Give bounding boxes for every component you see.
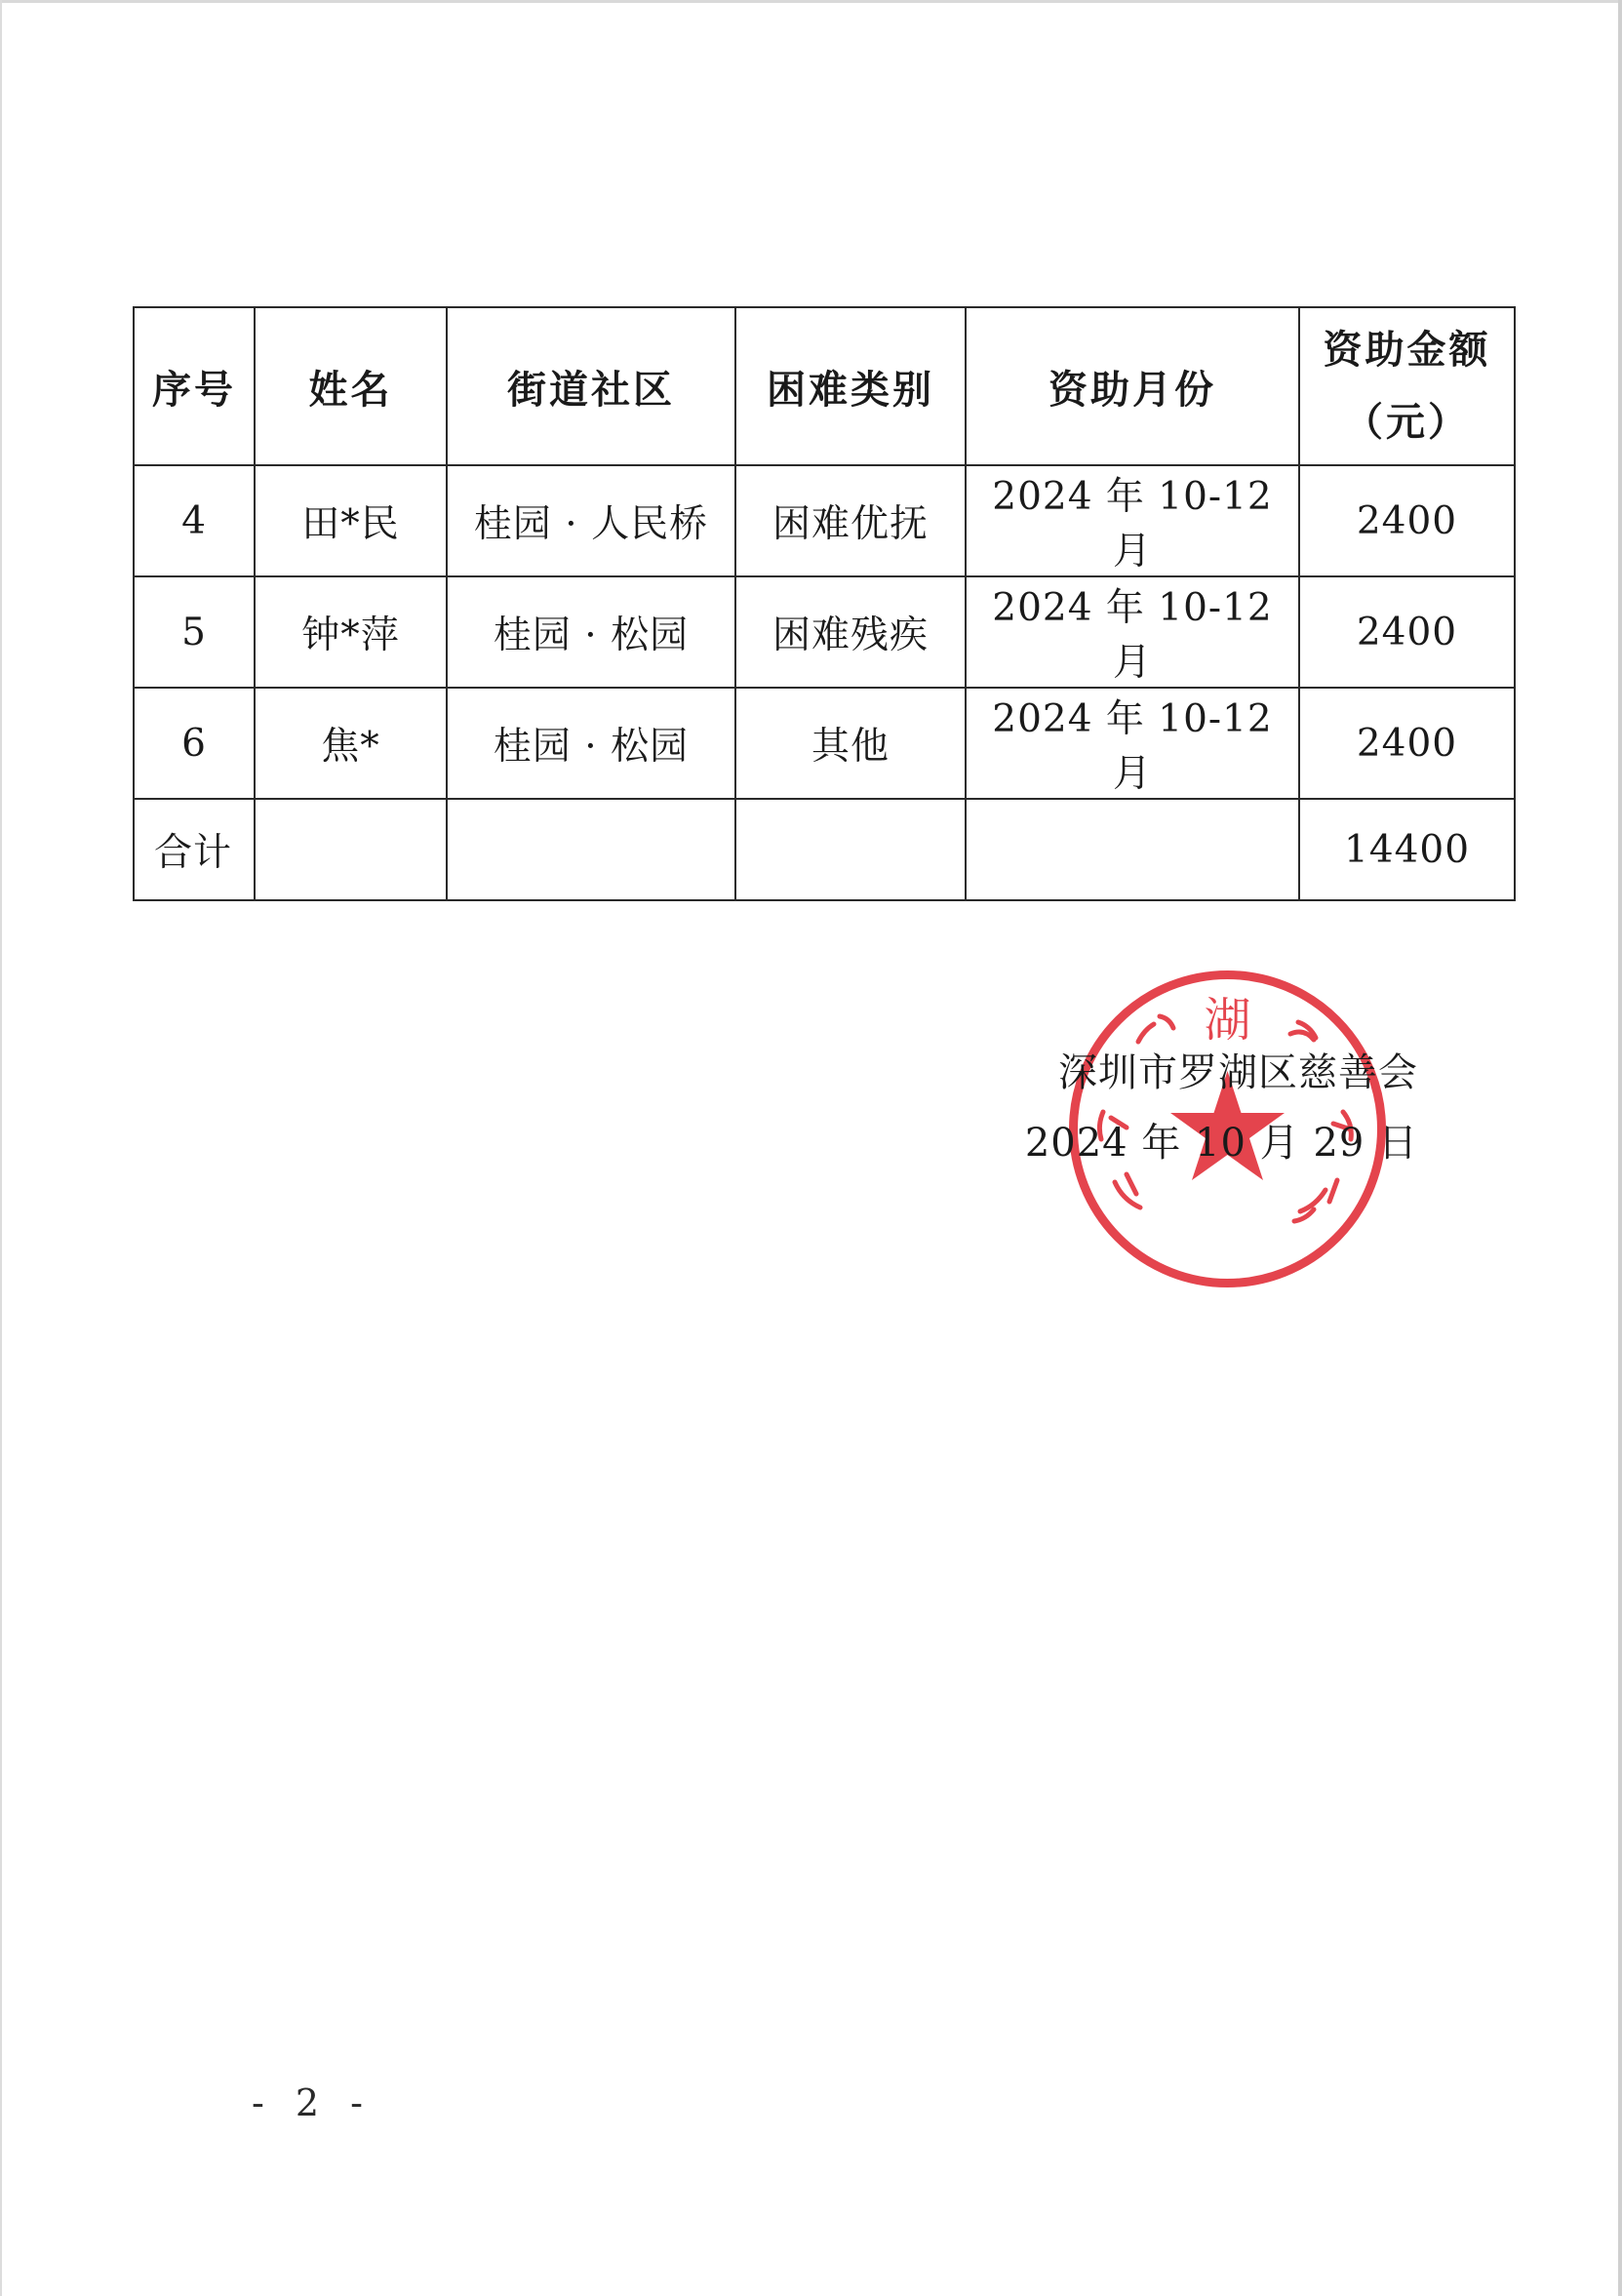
page-edge-right xyxy=(1618,0,1622,2296)
cell-amount: 2400 xyxy=(1299,576,1515,688)
header-name: 姓名 xyxy=(255,307,447,465)
total-empty-cell xyxy=(255,799,447,900)
cell-index: 4 xyxy=(134,465,255,576)
page-edge-top xyxy=(0,0,1622,3)
total-empty-cell xyxy=(966,799,1299,900)
cell-community: 桂园 · 人民桥 xyxy=(447,465,735,576)
page-number: - 2 - xyxy=(252,2081,374,2124)
table-row xyxy=(134,576,1515,688)
header-amount-line2: （元） xyxy=(1344,400,1470,445)
seal-glyph: 湖 xyxy=(1204,993,1251,1048)
cell-name: 田*民 xyxy=(255,465,447,576)
header-index: 序号 xyxy=(134,307,255,465)
signature-date: 2024 年 10 月 29 日 xyxy=(1024,1121,1418,1166)
aid-table xyxy=(133,306,1516,901)
total-empty-cell xyxy=(735,799,966,900)
seal-glyph-mark xyxy=(1115,1174,1140,1207)
table-header-row xyxy=(134,307,1515,465)
cell-amount: 2400 xyxy=(1299,688,1515,799)
total-empty-cell xyxy=(447,799,735,900)
signature-block xyxy=(1009,1038,1418,1178)
cell-category: 困难残疾 xyxy=(735,576,966,688)
header-months: 资助月份 xyxy=(966,307,1299,465)
header-category: 困难类别 xyxy=(735,307,966,465)
header-amount xyxy=(1299,307,1515,465)
cell-name: 焦* xyxy=(255,688,447,799)
cell-name: 钟*萍 xyxy=(255,576,447,688)
cell-index: 6 xyxy=(134,688,255,799)
table-total-row xyxy=(134,799,1515,900)
cell-months: 2024 年 10-12 月 xyxy=(966,576,1299,688)
total-amount: 14400 xyxy=(1299,799,1515,900)
cell-community: 桂园 · 松园 xyxy=(447,688,735,799)
table-row xyxy=(134,465,1515,576)
header-community: 街道社区 xyxy=(447,307,735,465)
seal-glyph-mark xyxy=(1300,1180,1337,1211)
cell-category: 困难优抚 xyxy=(735,465,966,576)
header-amount-line1: 资助金额 xyxy=(1323,328,1491,373)
cell-months: 2024 年 10-12 月 xyxy=(966,688,1299,799)
cell-community: 桂园 · 松园 xyxy=(447,576,735,688)
cell-index: 5 xyxy=(134,576,255,688)
signature-organization: 深圳市罗湖区慈善会 xyxy=(1058,1050,1418,1095)
total-label: 合计 xyxy=(134,799,255,900)
cell-category: 其他 xyxy=(735,688,966,799)
table-row xyxy=(134,688,1515,799)
cell-months: 2024 年 10-12 月 xyxy=(966,465,1299,576)
page-edge-left xyxy=(0,0,2,2296)
cell-amount: 2400 xyxy=(1299,465,1515,576)
